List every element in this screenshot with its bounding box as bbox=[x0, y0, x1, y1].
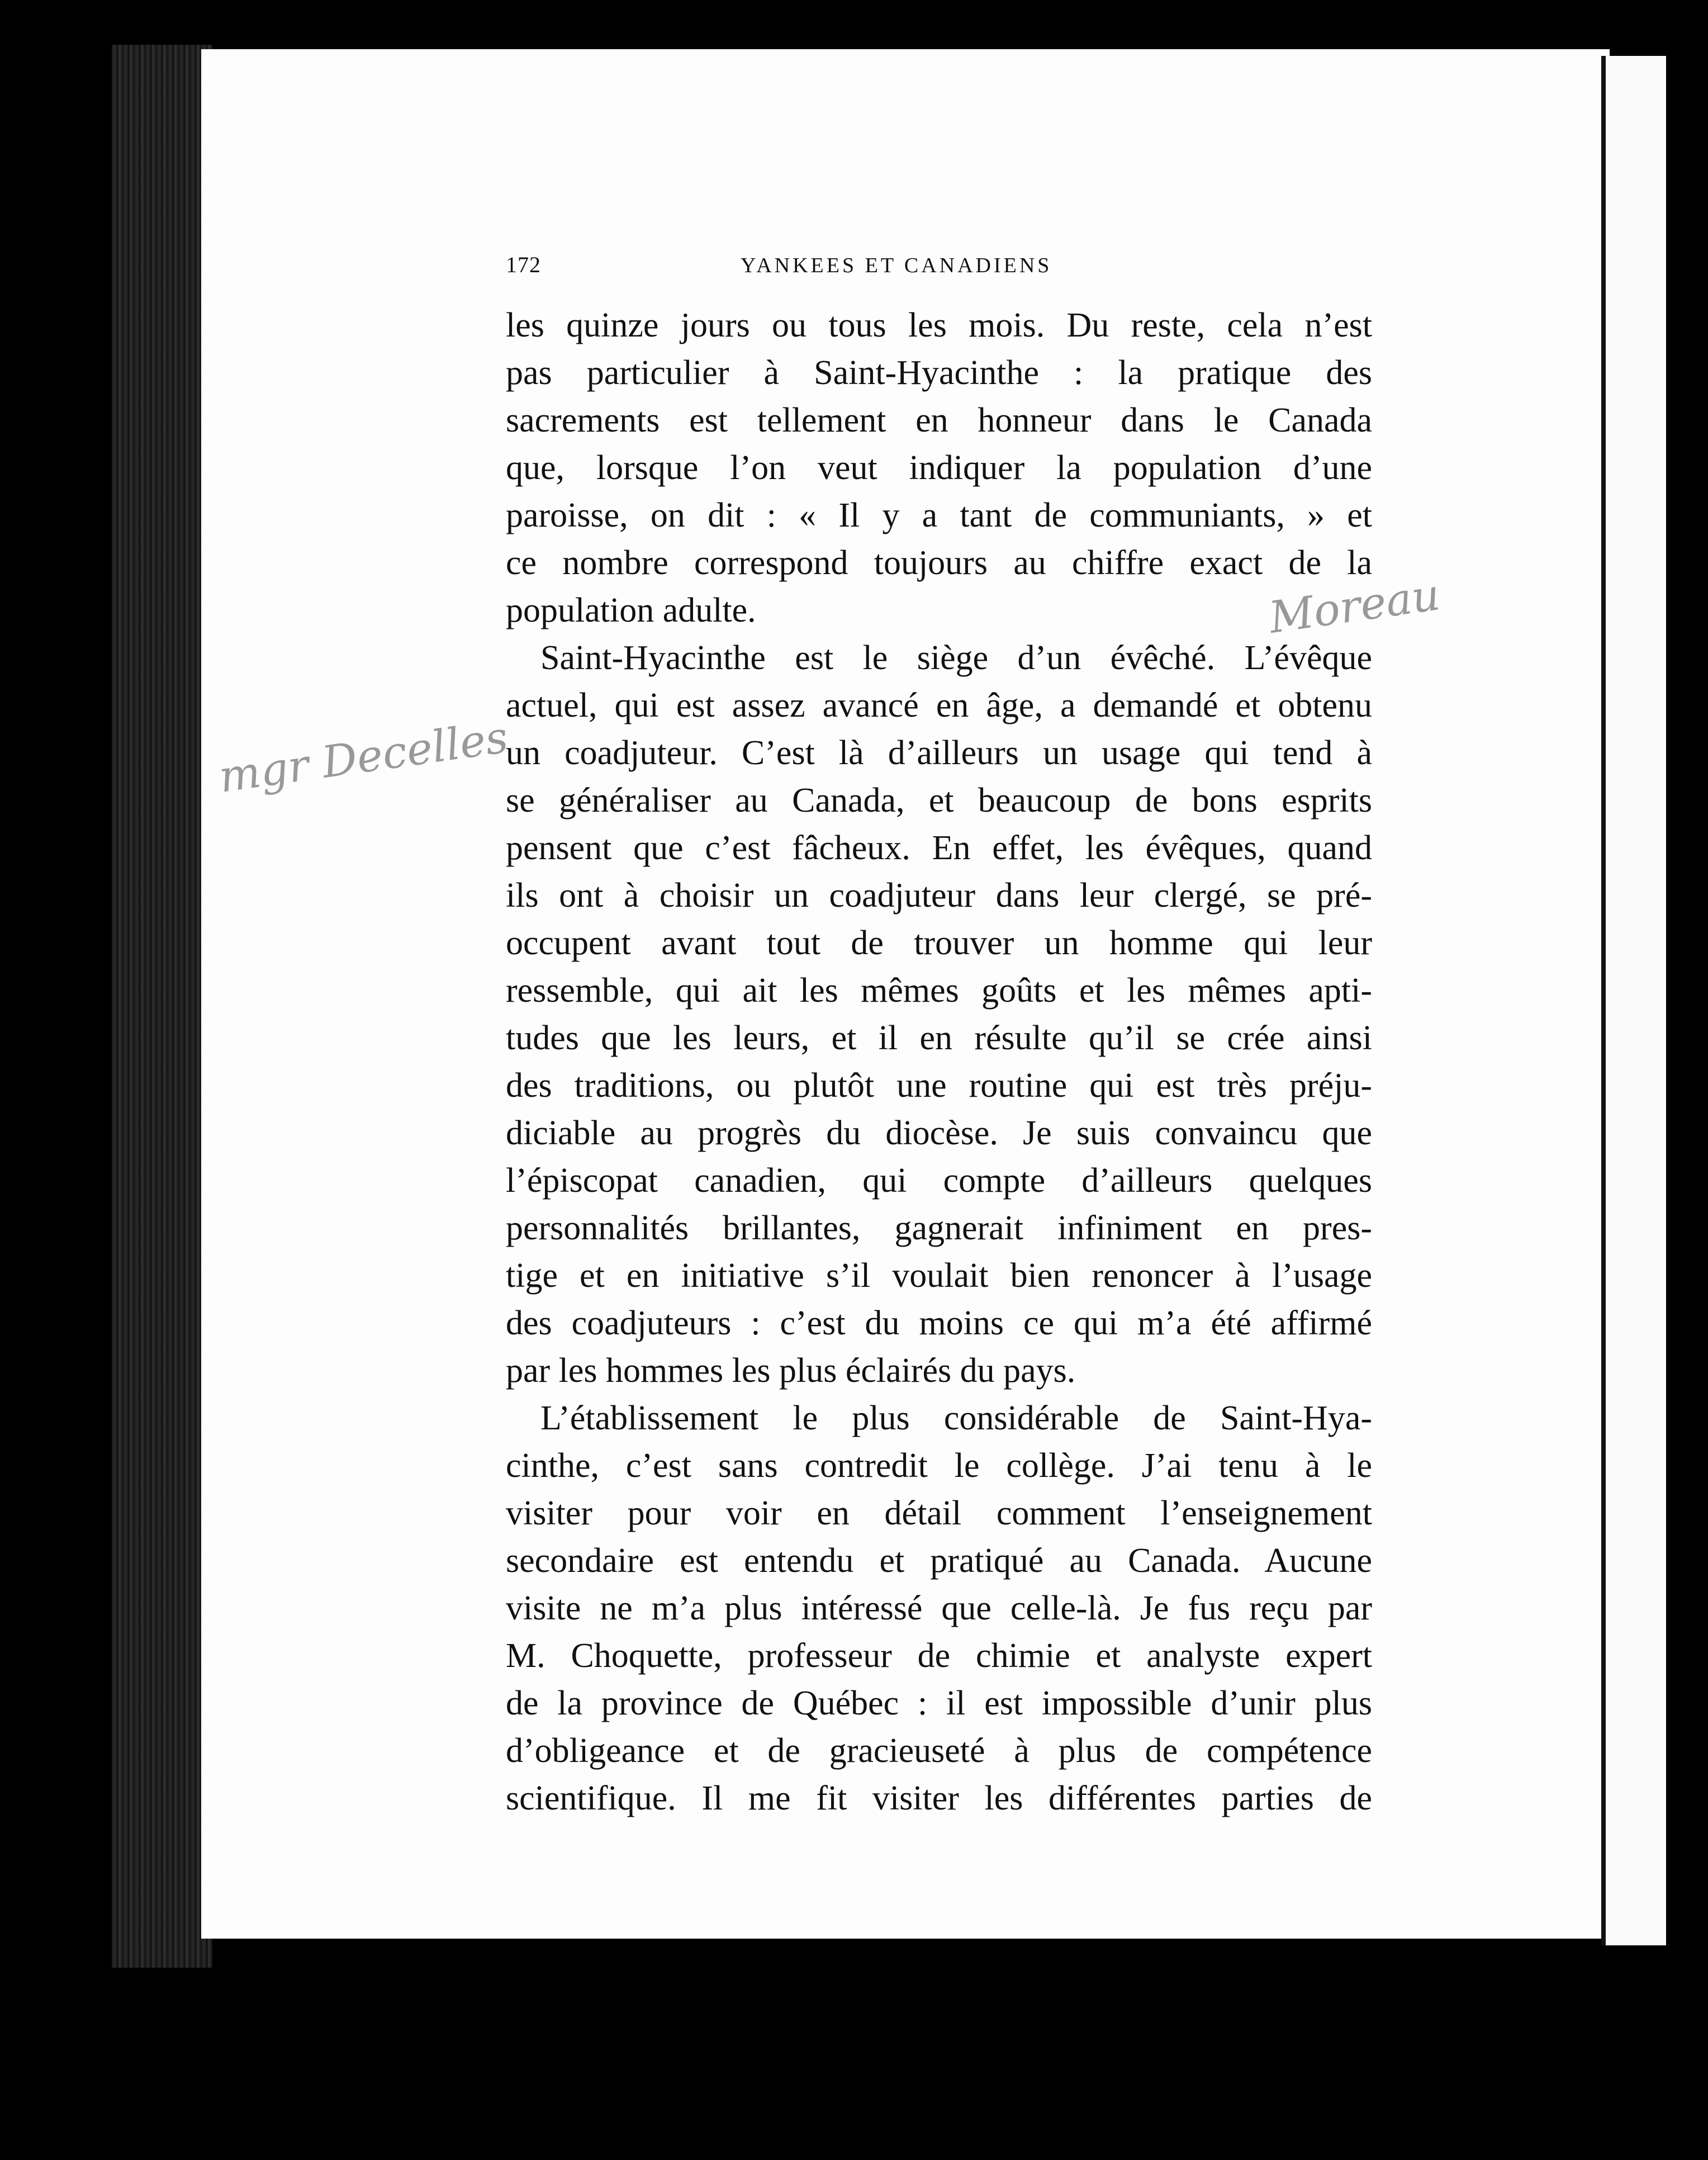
running-head bbox=[506, 252, 1372, 291]
facing-page-edge bbox=[1601, 56, 1678, 1945]
text-line: actuel, qui est assez avancé en âge, a demandé et obtenu bbox=[506, 686, 1372, 724]
text-line: M. Choquette, professeur de chimie et analyste expert bbox=[506, 1637, 1372, 1675]
text-line: de la province de Québec : il est impossible d’unir plus bbox=[506, 1684, 1372, 1722]
text-line: scientifique. Il me fit visiter les différentes parties de bbox=[506, 1779, 1372, 1817]
text-line: ce nombre correspond toujours au chiffre exact de la bbox=[506, 544, 1372, 582]
text-line: que, lorsque l’on veut indiquer la population d’une bbox=[506, 449, 1372, 487]
text-line: ressemble, qui ait les mêmes goûts et les mêmes apti- bbox=[506, 972, 1372, 1010]
text-line: pas particulier à Saint-Hyacinthe : la pratique des bbox=[506, 354, 1372, 392]
text-line: d’obligeance et de gracieuseté à plus de compétence bbox=[506, 1732, 1372, 1770]
handwritten-annotation-mgr: mgr Decelles bbox=[216, 712, 511, 803]
text-line: personnalités brillantes, gagnerait infiniment en pres- bbox=[506, 1209, 1372, 1247]
text-line: des traditions, ou plutôt une routine qui est très préju- bbox=[506, 1067, 1372, 1105]
text-line: ils ont à choisir un coadjuteur dans leur clergé, se pré- bbox=[506, 877, 1372, 915]
text-line: occupent avant tout de trouver un homme qui leur bbox=[506, 924, 1372, 962]
text-line: par les hommes les plus éclairés du pays. bbox=[506, 1352, 1076, 1390]
text-line: tudes que les leurs, et il en résulte qu’il se crée ainsi bbox=[506, 1019, 1372, 1057]
paragraph-3 bbox=[506, 1395, 1372, 1822]
page-number: 172 bbox=[506, 252, 541, 277]
handwritten-annotation-moreau: Moreau bbox=[1266, 570, 1443, 643]
text-line: se généraliser au Canada, et beaucoup de bons esprits bbox=[506, 781, 1372, 820]
text-line: tige et en initiative s’il voulait bien renoncer à l’usage bbox=[506, 1257, 1372, 1295]
text-line: population adulte. bbox=[506, 591, 756, 629]
text-line: des coadjuteurs : c’est du moins ce qui m’a été affirmé bbox=[506, 1304, 1372, 1342]
text-line: Saint-Hyacinthe est le siège d’un évêché. L’évêque bbox=[540, 639, 1372, 677]
text-line: pensent que c’est fâcheux. En effet, les évêques, quand bbox=[506, 829, 1372, 867]
paragraph-1 bbox=[506, 302, 1372, 634]
text-line: les quinze jours ou tous les mois. Du reste, cela n’est bbox=[506, 306, 1372, 344]
text-line: diciable au progrès du diocèse. Je suis convaincu que bbox=[506, 1114, 1372, 1152]
page-edges bbox=[112, 45, 212, 1968]
text-line: L’établissement le plus considérable de Saint-Hya- bbox=[540, 1399, 1372, 1437]
paragraph-2 bbox=[506, 634, 1372, 1395]
text-line: visite ne m’a plus intéressé que celle-là. Je fus reçu par bbox=[506, 1589, 1372, 1627]
text-line: sacrements est tellement en honneur dans le Canada bbox=[506, 401, 1372, 439]
text-line: secondaire est entendu et pratiqué au Canada. Aucune bbox=[506, 1542, 1372, 1580]
running-title: YANKEES ET CANADIENS bbox=[741, 254, 1052, 277]
text-line: l’épiscopat canadien, qui compte d’ailleurs quelques bbox=[506, 1162, 1372, 1200]
text-line: cinthe, c’est sans contredit le collège. J’ai tenu à le bbox=[506, 1447, 1372, 1485]
text-block bbox=[506, 252, 1372, 1822]
text-line: un coadjuteur. C’est là d’ailleurs un usage qui tend à bbox=[506, 734, 1372, 772]
text-line: visiter pour voir en détail comment l’enseignement bbox=[506, 1494, 1372, 1532]
body-text bbox=[506, 302, 1372, 1822]
text-line: paroisse, on dit : « Il y a tant de communiants, » et bbox=[506, 496, 1372, 534]
